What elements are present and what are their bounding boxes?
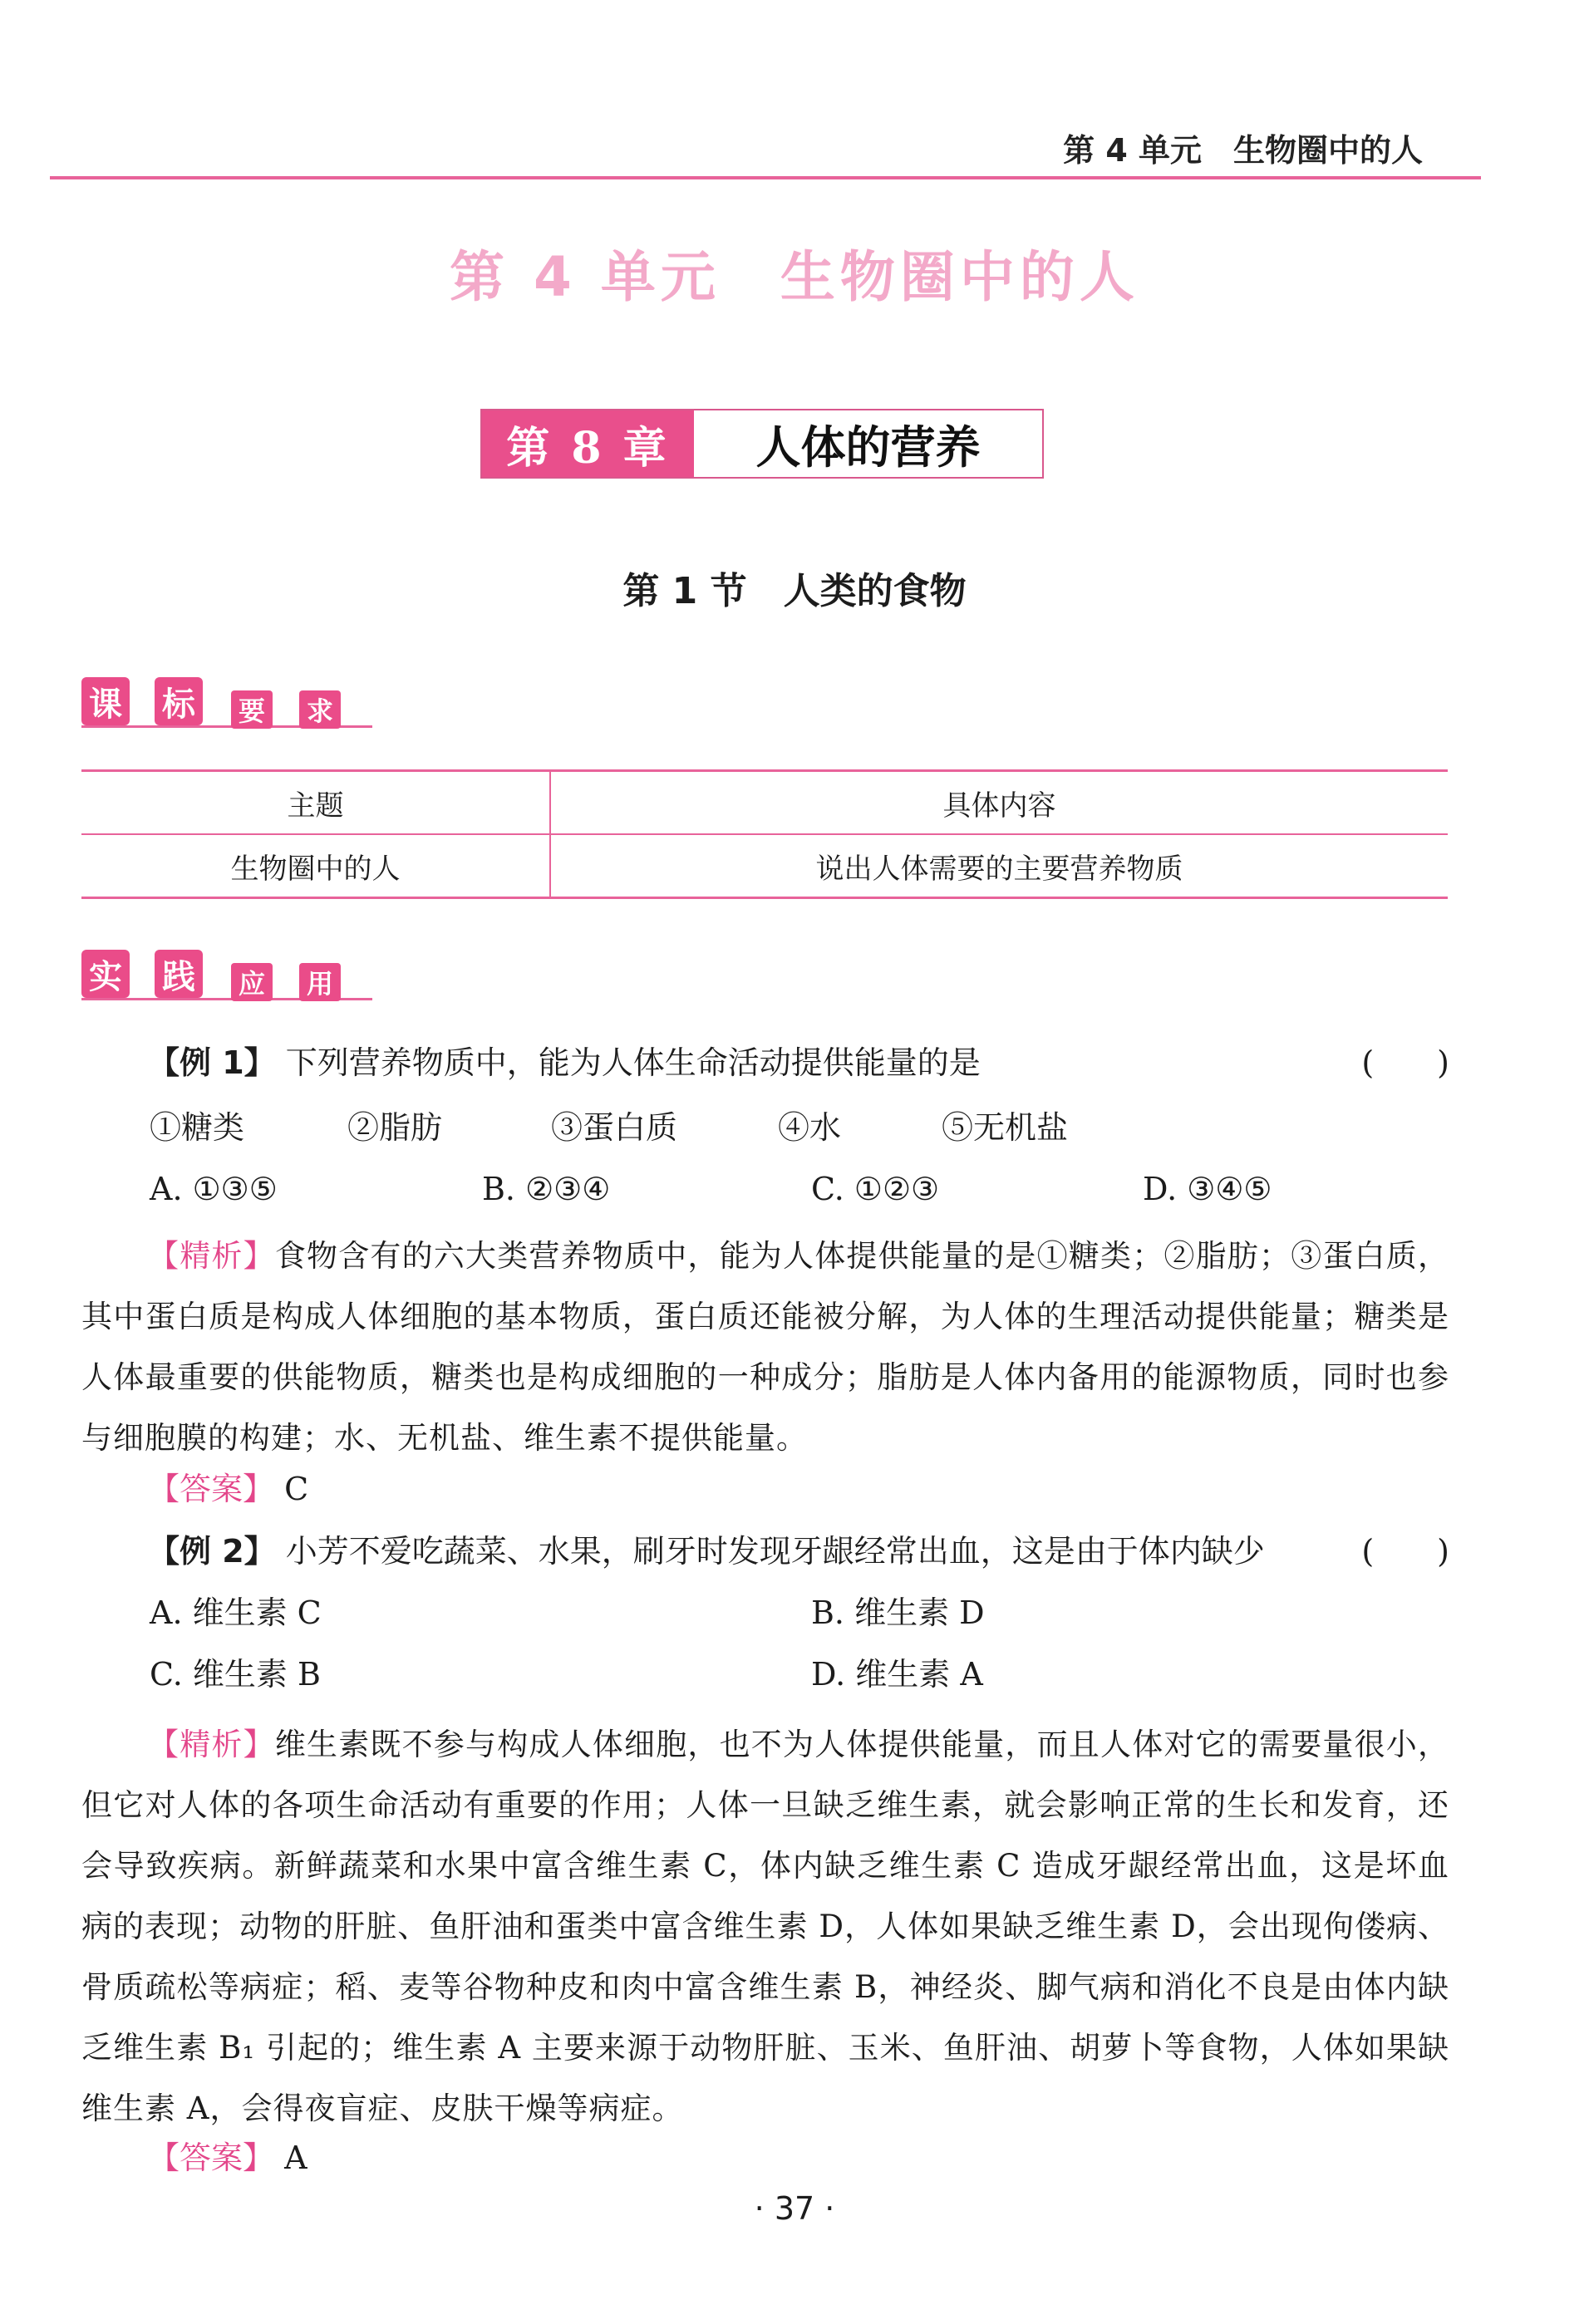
banner-char: 应 [231,963,273,1001]
answer-value: A [284,2140,307,2176]
banner-curriculum-standards [81,677,381,735]
header-rule [50,176,1481,179]
banner-char: 践 [155,950,203,998]
analysis-text: 食物含有的六大类营养物质中，能为人体提供能量的是①糖类；②脂肪；③蛋白质，其中蛋白质是构成人体细胞的基本物质，蛋白质还能被分解，为人体的生理活动提供能量；糖类是人体最重要的供能物质，糖类也是构成细胞的一种成分；脂肪是人体内备用的能源物质，同时也参与细胞膜的构建；水、无机盐、维生素不提供能量。 [81,1238,1450,1456]
example2-analysis [81,1714,1449,2139]
example1-label: 【例 1】 [148,1044,276,1081]
item: ④水 [778,1109,842,1146]
answer-label: 【答案】 [148,1471,275,1507]
option-a: A. ①③⑤ [150,1171,278,1207]
example2-label: 【例 2】 [148,1533,276,1570]
answer-paren: ( ) [1361,1533,1449,1570]
standards-table [81,769,1448,899]
table-header-topic: 主题 [81,771,550,835]
table-header-row [81,771,1448,835]
option-b: B. 维生素 D [811,1594,985,1631]
option-c: C. 维生素 B [150,1656,321,1693]
option-a: A. 维生素 C [150,1594,322,1631]
table-row [81,834,1448,898]
unit-title: 第 4 单元 生物圈中的人 [450,245,1139,309]
page-number: · 37 · [754,2190,835,2227]
option-d: D. ③④⑤ [1143,1171,1272,1207]
item: ③蛋白质 [551,1109,678,1146]
table-cell-topic: 生物圈中的人 [81,834,550,898]
chapter-name: 人体的营养 [755,420,981,474]
analysis-label: 【精析】 [148,1238,275,1274]
item: ①糖类 [150,1109,245,1146]
example1-question [81,1043,1449,1083]
example2-question [81,1531,1449,1571]
chapter-box [480,409,1044,479]
option-b: B. ②③④ [482,1171,611,1207]
example1-answer [81,1469,1449,1509]
chapter-number: 第 8 章 [482,410,694,477]
table-header-content: 具体内容 [550,771,1448,835]
analysis-label: 【精析】 [148,1727,275,1762]
example2-answer [81,2138,1449,2178]
item: ②脂肪 [347,1109,443,1146]
banner-char: 要 [231,690,273,729]
example2-question-text: 小芳不爱吃蔬菜、水果，刷牙时发现牙龈经常出血，这是由于体内缺少 [285,1533,1265,1570]
banner-char: 标 [155,677,203,725]
banner-char: 课 [81,677,130,725]
banner-practice [81,950,381,1008]
running-header: 第 4 单元 生物圈中的人 [1063,132,1423,169]
answer-paren: ( ) [1361,1044,1449,1081]
item: ⑤无机盐 [942,1109,1069,1146]
example1-analysis [81,1226,1449,1468]
banner-char: 实 [81,950,130,998]
answer-label: 【答案】 [148,2140,275,2176]
analysis-text: 维生素既不参与构成人体细胞，也不为人体提供能量，而且人体对它的需要量很小，但它对人体的各项生命活动有重要的作用；人体一旦缺乏维生素，就会影响正常的生长和发育，还会导致疾病。新鲜蔬菜和水果中富含维生素 C，体内缺乏维生素 C 造成牙龈经常出血，这是坏血病的表现；动物的肝脏、鱼肝油和蛋类中富含维生素 D，人体如果缺乏维生素 D，会出现佝偻病、骨质疏松等病症；稻、麦等谷物种皮和肉中富含维生素 B，神经炎、脚气病和消化不良是由体内缺乏维生素 B₁ 引起的；维生素 A 主要来源于动物肝脏、玉米、鱼肝油、胡萝卜等食物，人体如果缺维生素 A，会得夜盲症、皮肤干燥等病症。 [81,1727,1450,2126]
table-cell-content: 说出人体需要的主要营养物质 [550,834,1448,898]
option-c: C. ①②③ [811,1171,940,1207]
banner-char: 用 [299,963,341,1001]
option-d: D. 维生素 A [811,1656,983,1693]
section-title: 第 1 节 人类的食物 [622,570,967,612]
banner-char: 求 [299,690,341,729]
example1-question-text: 下列营养物质中，能为人体生命活动提供能量的是 [285,1044,981,1081]
answer-value: C [284,1471,309,1507]
